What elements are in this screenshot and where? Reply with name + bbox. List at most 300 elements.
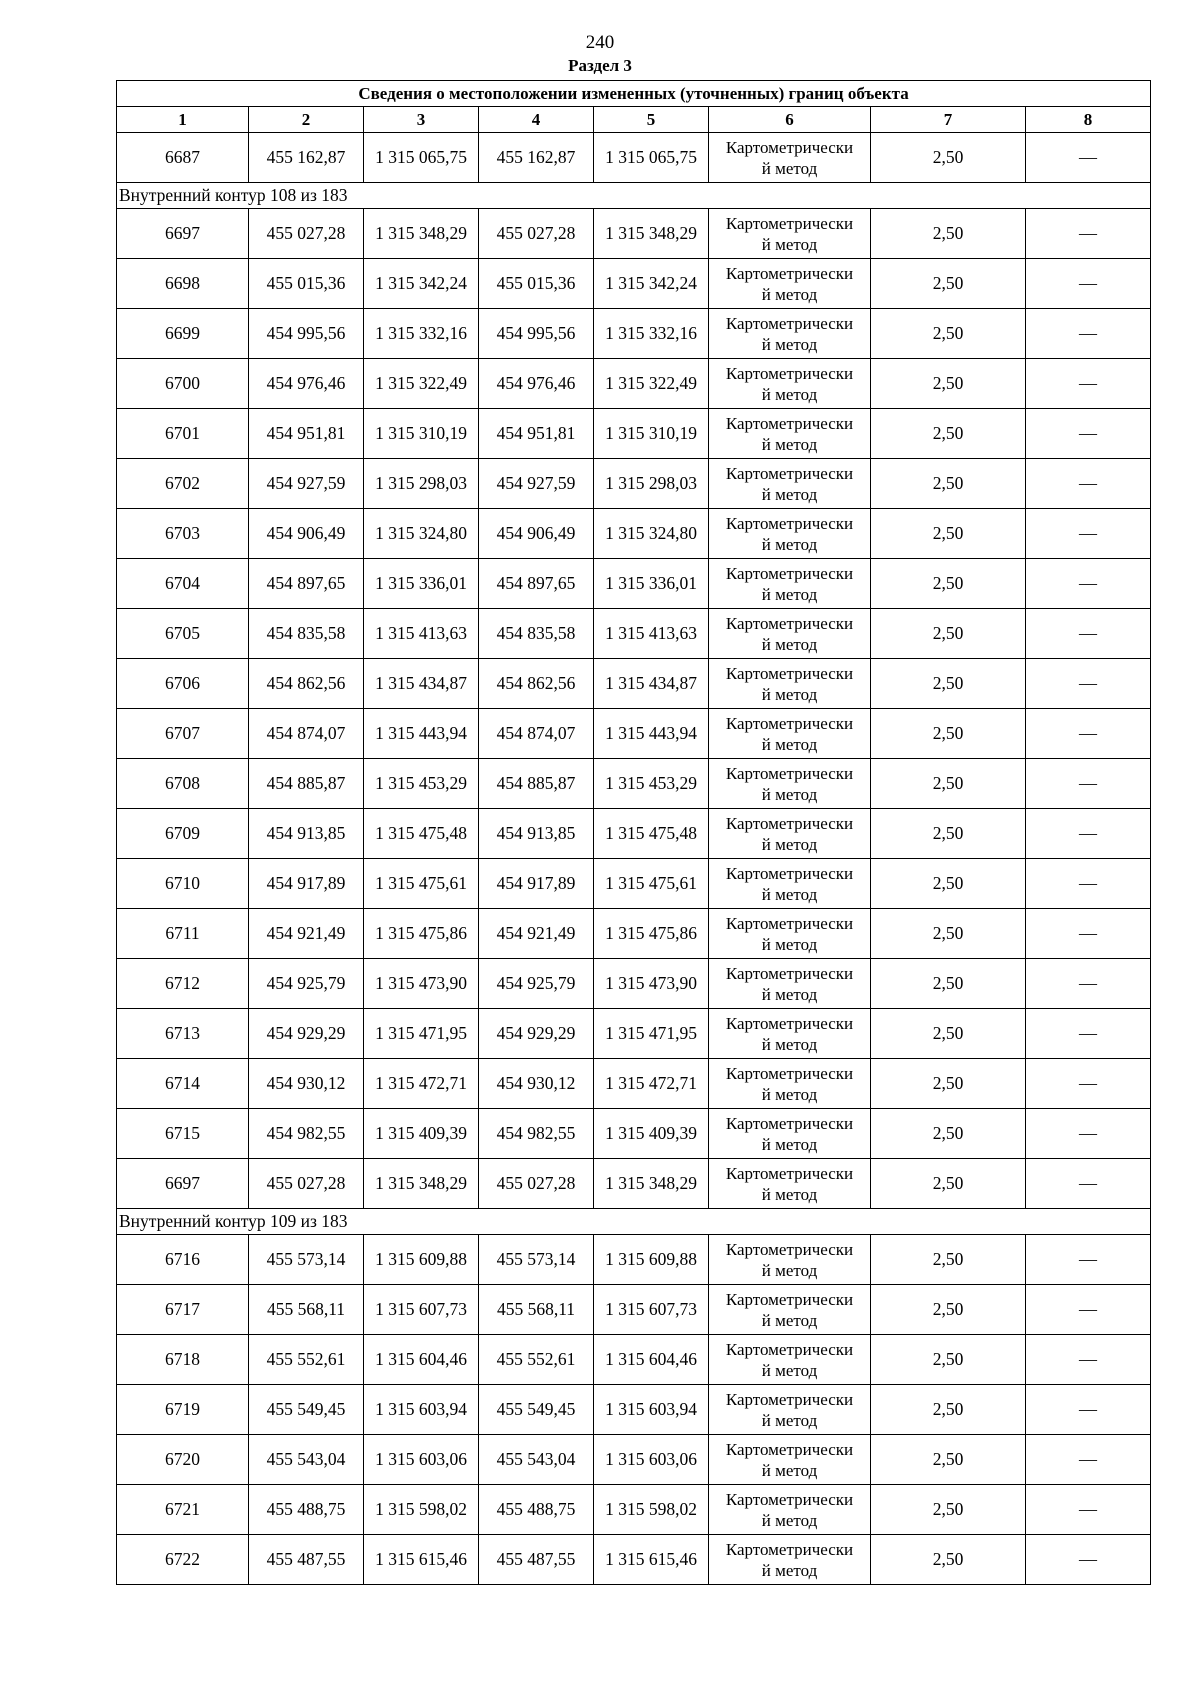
y-coordinate-new: 1 315 471,95 (594, 1009, 709, 1059)
y-coordinate-new: 1 315 453,29 (594, 759, 709, 809)
accuracy-value: 2,50 (871, 609, 1026, 659)
method-text: Картометрически (725, 1163, 854, 1183)
x-coordinate-new: 454 927,59 (479, 459, 594, 509)
y-coordinate-old: 1 315 603,06 (364, 1435, 479, 1485)
table-row (117, 709, 1151, 759)
table-row (117, 209, 1151, 259)
method-text: Картометрически (725, 613, 854, 633)
description-cell: — (1026, 809, 1151, 859)
method-text: й метод (761, 584, 818, 604)
x-coordinate-new: 455 027,28 (479, 1159, 594, 1209)
method-text: Картометрически (725, 1113, 854, 1133)
point-number: 6714 (117, 1059, 249, 1109)
method-text: Картометрически (725, 1063, 854, 1083)
method-cell (709, 1435, 871, 1485)
method-cell (709, 759, 871, 809)
accuracy-value: 2,50 (871, 459, 1026, 509)
table-row (117, 759, 1151, 809)
method-cell (709, 609, 871, 659)
method-text: Картометрически (725, 563, 854, 583)
method-cell (709, 1335, 871, 1385)
method-text: Картометрически (725, 363, 854, 383)
table-row (117, 359, 1151, 409)
description-cell: — (1026, 1535, 1151, 1585)
x-coordinate-old: 454 976,46 (249, 359, 364, 409)
description-cell: — (1026, 459, 1151, 509)
description-cell: — (1026, 409, 1151, 459)
y-coordinate-new: 1 315 322,49 (594, 359, 709, 409)
accuracy-value: 2,50 (871, 359, 1026, 409)
y-coordinate-old: 1 315 615,46 (364, 1535, 479, 1585)
x-coordinate-old: 454 917,89 (249, 859, 364, 909)
method-text: й метод (761, 634, 818, 654)
table-row (117, 1485, 1151, 1535)
point-number: 6697 (117, 1159, 249, 1209)
table-row (117, 1385, 1151, 1435)
point-number: 6697 (117, 209, 249, 259)
description-cell: — (1026, 1485, 1151, 1535)
table-row (117, 1235, 1151, 1285)
point-number: 6707 (117, 709, 249, 759)
x-coordinate-old: 455 543,04 (249, 1435, 364, 1485)
method-text: Картометрически (725, 1339, 854, 1359)
y-coordinate-new: 1 315 348,29 (594, 1159, 709, 1209)
description-cell: — (1026, 1059, 1151, 1109)
method-cell (709, 409, 871, 459)
y-coordinate-old: 1 315 453,29 (364, 759, 479, 809)
point-number: 6699 (117, 309, 249, 359)
y-coordinate-old: 1 315 473,90 (364, 959, 479, 1009)
x-coordinate-old: 454 897,65 (249, 559, 364, 609)
y-coordinate-old: 1 315 475,61 (364, 859, 479, 909)
point-number: 6717 (117, 1285, 249, 1335)
y-coordinate-new: 1 315 332,16 (594, 309, 709, 359)
point-number: 6698 (117, 259, 249, 309)
y-coordinate-new: 1 315 413,63 (594, 609, 709, 659)
method-text: Картометрически (725, 513, 854, 533)
method-text: Картометрически (725, 413, 854, 433)
table-row (117, 133, 1151, 183)
x-coordinate-old: 455 568,11 (249, 1285, 364, 1335)
method-text: й метод (761, 834, 818, 854)
accuracy-value: 2,50 (871, 1059, 1026, 1109)
table-caption: Сведения о местоположении измененных (уточненных) границ объекта (117, 81, 1151, 107)
description-cell: — (1026, 609, 1151, 659)
y-coordinate-old: 1 315 603,94 (364, 1385, 479, 1435)
method-cell (709, 1159, 871, 1209)
accuracy-value: 2,50 (871, 1235, 1026, 1285)
method-cell (709, 359, 871, 409)
x-coordinate-old: 455 488,75 (249, 1485, 364, 1535)
description-cell: — (1026, 133, 1151, 183)
method-cell (709, 559, 871, 609)
x-coordinate-new: 455 543,04 (479, 1435, 594, 1485)
method-text: й метод (761, 984, 818, 1004)
y-coordinate-old: 1 315 065,75 (364, 133, 479, 183)
method-cell (709, 1385, 871, 1435)
y-coordinate-old: 1 315 609,88 (364, 1235, 479, 1285)
method-cell (709, 959, 871, 1009)
y-coordinate-old: 1 315 348,29 (364, 209, 479, 259)
method-text: й метод (761, 934, 818, 954)
method-text: й метод (761, 1310, 818, 1330)
y-coordinate-new: 1 315 472,71 (594, 1059, 709, 1109)
y-coordinate-new: 1 315 336,01 (594, 559, 709, 609)
method-text: й метод (761, 1460, 818, 1480)
accuracy-value: 2,50 (871, 1335, 1026, 1385)
point-number: 6718 (117, 1335, 249, 1385)
point-number: 6712 (117, 959, 249, 1009)
description-cell: — (1026, 1385, 1151, 1435)
method-text: Картометрически (725, 1539, 854, 1559)
y-coordinate-new: 1 315 603,94 (594, 1385, 709, 1435)
method-text: й метод (761, 334, 818, 354)
point-number: 6720 (117, 1435, 249, 1485)
table-row (117, 1285, 1151, 1335)
point-number: 6721 (117, 1485, 249, 1535)
y-coordinate-old: 1 315 413,63 (364, 609, 479, 659)
column-number: 1 (117, 107, 249, 133)
y-coordinate-old: 1 315 332,16 (364, 309, 479, 359)
method-cell (709, 209, 871, 259)
description-cell: — (1026, 1285, 1151, 1335)
point-number: 6708 (117, 759, 249, 809)
table-row (117, 859, 1151, 909)
method-cell (709, 1009, 871, 1059)
point-number: 6687 (117, 133, 249, 183)
method-text: Картометрически (725, 663, 854, 683)
description-cell: — (1026, 1109, 1151, 1159)
x-coordinate-new: 454 951,81 (479, 409, 594, 459)
boundary-coordinates-table (116, 80, 1151, 1585)
point-number: 6713 (117, 1009, 249, 1059)
description-cell: — (1026, 909, 1151, 959)
table-row (117, 1435, 1151, 1485)
y-coordinate-new: 1 315 615,46 (594, 1535, 709, 1585)
table-row (117, 1535, 1151, 1585)
description-cell: — (1026, 209, 1151, 259)
y-coordinate-new: 1 315 342,24 (594, 259, 709, 309)
y-coordinate-new: 1 315 603,06 (594, 1435, 709, 1485)
method-cell (709, 909, 871, 959)
x-coordinate-old: 454 925,79 (249, 959, 364, 1009)
method-cell (709, 859, 871, 909)
description-cell: — (1026, 959, 1151, 1009)
y-coordinate-new: 1 315 607,73 (594, 1285, 709, 1335)
x-coordinate-new: 454 835,58 (479, 609, 594, 659)
description-cell: — (1026, 1335, 1151, 1385)
y-coordinate-new: 1 315 473,90 (594, 959, 709, 1009)
x-coordinate-new: 455 487,55 (479, 1535, 594, 1585)
accuracy-value: 2,50 (871, 309, 1026, 359)
point-number: 6706 (117, 659, 249, 709)
accuracy-value: 2,50 (871, 959, 1026, 1009)
x-coordinate-new: 454 917,89 (479, 859, 594, 909)
y-coordinate-new: 1 315 324,80 (594, 509, 709, 559)
method-text: Картометрически (725, 137, 854, 157)
y-coordinate-new: 1 315 443,94 (594, 709, 709, 759)
x-coordinate-old: 454 885,87 (249, 759, 364, 809)
method-text: й метод (761, 434, 818, 454)
method-text: й метод (761, 784, 818, 804)
x-coordinate-old: 454 927,59 (249, 459, 364, 509)
contour-label: Внутренний контур 108 из 183 (117, 183, 1151, 209)
description-cell: — (1026, 1435, 1151, 1485)
accuracy-value: 2,50 (871, 909, 1026, 959)
accuracy-value: 2,50 (871, 809, 1026, 859)
method-cell (709, 709, 871, 759)
method-text: й метод (761, 534, 818, 554)
x-coordinate-old: 454 929,29 (249, 1009, 364, 1059)
description-cell: — (1026, 1235, 1151, 1285)
method-text: й метод (761, 284, 818, 304)
method-cell (709, 309, 871, 359)
method-cell (709, 809, 871, 859)
method-text: й метод (761, 234, 818, 254)
y-coordinate-old: 1 315 443,94 (364, 709, 479, 759)
x-coordinate-new: 455 552,61 (479, 1335, 594, 1385)
description-cell: — (1026, 1159, 1151, 1209)
y-coordinate-new: 1 315 475,48 (594, 809, 709, 859)
column-number: 4 (479, 107, 594, 133)
y-coordinate-new: 1 315 065,75 (594, 133, 709, 183)
point-number: 6709 (117, 809, 249, 859)
table-row (117, 909, 1151, 959)
y-coordinate-new: 1 315 348,29 (594, 209, 709, 259)
accuracy-value: 2,50 (871, 1485, 1026, 1535)
description-cell: — (1026, 1009, 1151, 1059)
accuracy-value: 2,50 (871, 1109, 1026, 1159)
method-cell (709, 1285, 871, 1335)
method-cell (709, 259, 871, 309)
point-number: 6701 (117, 409, 249, 459)
method-text: й метод (761, 684, 818, 704)
x-coordinate-old: 455 552,61 (249, 1335, 364, 1385)
table-row (117, 459, 1151, 509)
x-coordinate-new: 454 885,87 (479, 759, 594, 809)
method-cell (709, 459, 871, 509)
table-row (117, 659, 1151, 709)
method-text: Картометрически (725, 213, 854, 233)
x-coordinate-old: 455 162,87 (249, 133, 364, 183)
y-coordinate-old: 1 315 472,71 (364, 1059, 479, 1109)
method-text: й метод (761, 484, 818, 504)
x-coordinate-new: 454 874,07 (479, 709, 594, 759)
y-coordinate-old: 1 315 324,80 (364, 509, 479, 559)
contour-header-row (117, 1209, 1151, 1235)
accuracy-value: 2,50 (871, 1535, 1026, 1585)
x-coordinate-old: 454 906,49 (249, 509, 364, 559)
accuracy-value: 2,50 (871, 759, 1026, 809)
method-text: й метод (761, 1360, 818, 1380)
table-row (117, 1335, 1151, 1385)
method-cell (709, 1535, 871, 1585)
column-number-row (117, 107, 1151, 133)
description-cell: — (1026, 309, 1151, 359)
column-number: 6 (709, 107, 871, 133)
y-coordinate-old: 1 315 322,49 (364, 359, 479, 409)
accuracy-value: 2,50 (871, 559, 1026, 609)
accuracy-value: 2,50 (871, 859, 1026, 909)
x-coordinate-old: 455 027,28 (249, 1159, 364, 1209)
method-text: й метод (761, 1560, 818, 1580)
column-number: 8 (1026, 107, 1151, 133)
x-coordinate-new: 455 015,36 (479, 259, 594, 309)
table-row (117, 409, 1151, 459)
point-number: 6704 (117, 559, 249, 609)
table-row (117, 509, 1151, 559)
x-coordinate-old: 454 874,07 (249, 709, 364, 759)
y-coordinate-old: 1 315 409,39 (364, 1109, 479, 1159)
description-cell: — (1026, 859, 1151, 909)
column-number: 2 (249, 107, 364, 133)
y-coordinate-new: 1 315 310,19 (594, 409, 709, 459)
point-number: 6722 (117, 1535, 249, 1585)
point-number: 6710 (117, 859, 249, 909)
x-coordinate-old: 454 835,58 (249, 609, 364, 659)
accuracy-value: 2,50 (871, 1009, 1026, 1059)
table-row (117, 1159, 1151, 1209)
x-coordinate-old: 454 951,81 (249, 409, 364, 459)
x-coordinate-new: 454 897,65 (479, 559, 594, 609)
accuracy-value: 2,50 (871, 409, 1026, 459)
y-coordinate-new: 1 315 598,02 (594, 1485, 709, 1535)
method-text: Картометрически (725, 263, 854, 283)
x-coordinate-new: 455 549,45 (479, 1385, 594, 1435)
point-number: 6700 (117, 359, 249, 409)
method-text: й метод (761, 158, 818, 178)
x-coordinate-new: 454 976,46 (479, 359, 594, 409)
method-text: й метод (761, 1184, 818, 1204)
y-coordinate-old: 1 315 475,86 (364, 909, 479, 959)
table-row (117, 809, 1151, 859)
point-number: 6711 (117, 909, 249, 959)
method-cell (709, 659, 871, 709)
column-number: 7 (871, 107, 1026, 133)
table-caption-row (117, 81, 1151, 107)
x-coordinate-new: 454 913,85 (479, 809, 594, 859)
x-coordinate-new: 454 995,56 (479, 309, 594, 359)
y-coordinate-new: 1 315 298,03 (594, 459, 709, 509)
method-text: Картометрически (725, 313, 854, 333)
method-cell (709, 1109, 871, 1159)
point-number: 6716 (117, 1235, 249, 1285)
method-text: Картометрически (725, 863, 854, 883)
method-text: й метод (761, 734, 818, 754)
point-number: 6705 (117, 609, 249, 659)
method-text: Картометрически (725, 1239, 854, 1259)
accuracy-value: 2,50 (871, 259, 1026, 309)
description-cell: — (1026, 559, 1151, 609)
y-coordinate-old: 1 315 604,46 (364, 1335, 479, 1385)
point-number: 6702 (117, 459, 249, 509)
x-coordinate-new: 454 929,29 (479, 1009, 594, 1059)
y-coordinate-old: 1 315 310,19 (364, 409, 479, 459)
x-coordinate-new: 455 573,14 (479, 1235, 594, 1285)
point-number: 6715 (117, 1109, 249, 1159)
x-coordinate-old: 454 995,56 (249, 309, 364, 359)
point-number: 6719 (117, 1385, 249, 1435)
method-text: Картометрически (725, 1013, 854, 1033)
method-text: й метод (761, 1510, 818, 1530)
y-coordinate-old: 1 315 298,03 (364, 459, 479, 509)
method-text: Картометрически (725, 463, 854, 483)
x-coordinate-new: 454 921,49 (479, 909, 594, 959)
page-number: 240 (585, 32, 615, 53)
method-cell (709, 1235, 871, 1285)
table-row (117, 959, 1151, 1009)
column-number: 3 (364, 107, 479, 133)
table-row (117, 259, 1151, 309)
table-row (117, 1109, 1151, 1159)
x-coordinate-new: 455 568,11 (479, 1285, 594, 1335)
x-coordinate-new: 454 930,12 (479, 1059, 594, 1109)
x-coordinate-old: 455 487,55 (249, 1535, 364, 1585)
x-coordinate-old: 454 913,85 (249, 809, 364, 859)
accuracy-value: 2,50 (871, 133, 1026, 183)
column-number: 5 (594, 107, 709, 133)
y-coordinate-old: 1 315 336,01 (364, 559, 479, 609)
accuracy-value: 2,50 (871, 509, 1026, 559)
y-coordinate-old: 1 315 471,95 (364, 1009, 479, 1059)
method-text: Картометрически (725, 813, 854, 833)
accuracy-value: 2,50 (871, 709, 1026, 759)
description-cell: — (1026, 509, 1151, 559)
accuracy-value: 2,50 (871, 1285, 1026, 1335)
x-coordinate-old: 454 862,56 (249, 659, 364, 709)
y-coordinate-old: 1 315 342,24 (364, 259, 479, 309)
method-text: й метод (761, 1034, 818, 1054)
accuracy-value: 2,50 (871, 659, 1026, 709)
method-text: Картометрически (725, 713, 854, 733)
y-coordinate-new: 1 315 475,86 (594, 909, 709, 959)
method-text: Картометрически (725, 763, 854, 783)
x-coordinate-new: 455 027,28 (479, 209, 594, 259)
x-coordinate-new: 454 982,55 (479, 1109, 594, 1159)
y-coordinate-old: 1 315 348,29 (364, 1159, 479, 1209)
method-text: й метод (761, 1410, 818, 1430)
method-cell (709, 509, 871, 559)
y-coordinate-new: 1 315 475,61 (594, 859, 709, 909)
x-coordinate-old: 455 549,45 (249, 1385, 364, 1435)
description-cell: — (1026, 359, 1151, 409)
method-text: й метод (761, 884, 818, 904)
description-cell: — (1026, 259, 1151, 309)
x-coordinate-old: 455 015,36 (249, 259, 364, 309)
y-coordinate-new: 1 315 409,39 (594, 1109, 709, 1159)
method-text: Картометрически (725, 963, 854, 983)
accuracy-value: 2,50 (871, 1159, 1026, 1209)
accuracy-value: 2,50 (871, 1385, 1026, 1435)
x-coordinate-new: 454 925,79 (479, 959, 594, 1009)
method-text: Картометрически (725, 1289, 854, 1309)
description-cell: — (1026, 659, 1151, 709)
table-row (117, 309, 1151, 359)
y-coordinate-old: 1 315 598,02 (364, 1485, 479, 1535)
y-coordinate-new: 1 315 609,88 (594, 1235, 709, 1285)
x-coordinate-new: 454 862,56 (479, 659, 594, 709)
x-coordinate-new: 454 906,49 (479, 509, 594, 559)
x-coordinate-old: 455 573,14 (249, 1235, 364, 1285)
method-text: Картометрически (725, 1439, 854, 1459)
contour-label: Внутренний контур 109 из 183 (117, 1209, 1151, 1235)
y-coordinate-new: 1 315 604,46 (594, 1335, 709, 1385)
method-cell (709, 1485, 871, 1535)
y-coordinate-old: 1 315 607,73 (364, 1285, 479, 1335)
section-title: Раздел 3 (568, 56, 632, 75)
point-number: 6703 (117, 509, 249, 559)
method-cell (709, 133, 871, 183)
